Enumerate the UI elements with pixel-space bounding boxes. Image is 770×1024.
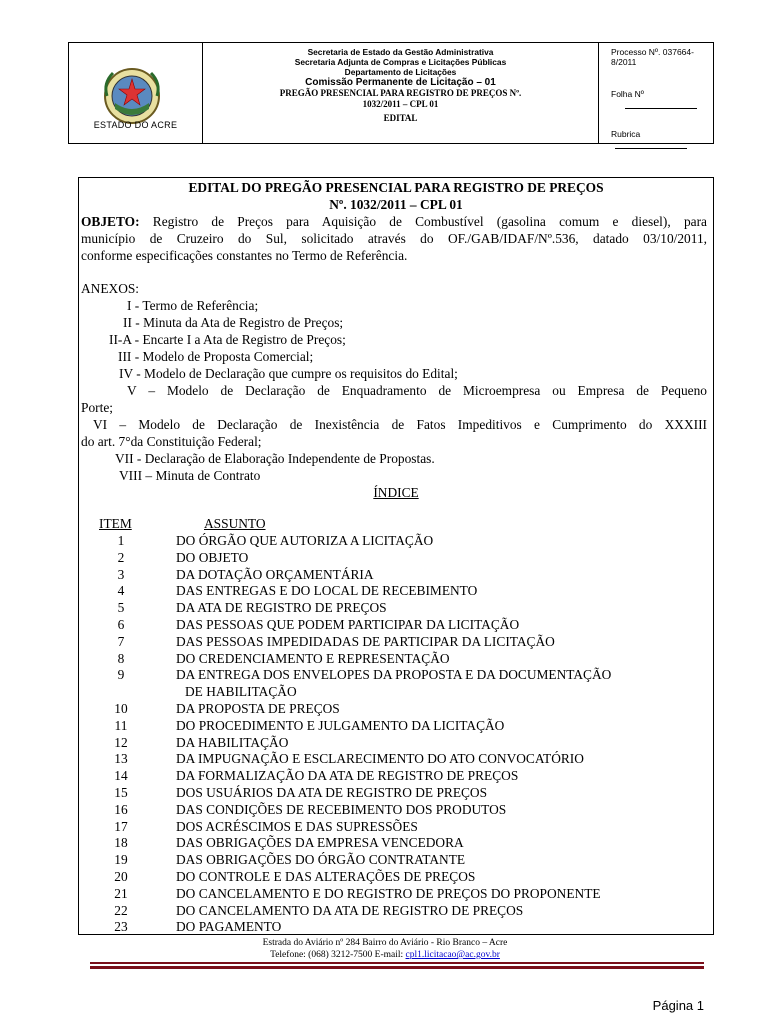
indice-item-number: 11 — [114, 717, 128, 733]
processo-number: Processo Nº. 037664-8/2011 — [611, 47, 694, 67]
indice-item-number: 13 — [114, 751, 128, 767]
indice-item-subject: DO PAGAMENTO — [176, 919, 282, 935]
indice-item-subject: DA ENTREGA DOS ENVELOPES DA PROPOSTA E DA DOCUMENTAÇÃO — [176, 667, 612, 683]
anexo-v: V – Modelo de Declaração de Enquadramento de Microempresa ou Empresa de Pequeno — [127, 383, 707, 398]
indice-item-subject: DO CONTROLE E DAS ALTERAÇÕES DE PREÇOS — [176, 869, 476, 884]
anexo-viii: VIII – Minuta de Contrato — [119, 468, 261, 483]
indice-item-number: 21 — [114, 885, 128, 901]
indice-item-subject: DAS OBRIGAÇÕES DO ÓRGÃO CONTRATANTE — [176, 852, 466, 868]
footer-rule-thick — [90, 966, 704, 969]
indice-item-number: 14 — [114, 768, 128, 784]
folha-label: Folha Nº — [611, 89, 644, 99]
page-footer — [0, 937, 770, 961]
indice-item-number: 5 — [117, 600, 125, 616]
indice-item-subject: DAS OBRIGAÇÕES DA EMPRESA VENCEDORA — [176, 835, 464, 851]
objeto-line-2: município de Cruzeiro do Sul, solicitado através do OF./GAB/IDAF/Nº.536, datado 03/10/2011, — [81, 231, 707, 246]
header-line-adjunta: Secretaria Adjunta de Compras e Licitações Públicas — [294, 57, 507, 67]
state-name: ESTADO DO ACRE — [93, 120, 178, 130]
objeto-label: OBJETO: — [81, 214, 140, 229]
footer-email-link[interactable]: cpl1.licitacao@ac.gov.br — [405, 950, 500, 960]
anexo-v-cont: Porte; — [81, 400, 113, 415]
indice-item-subject: DO CREDENCIAMENTO E REPRESENTAÇÃO — [176, 650, 450, 666]
indice-item-subject: DA IMPUGNAÇÃO E ESCLARECIMENTO DO ATO CONVOCATÓRIO — [176, 751, 584, 767]
indice-item-subject: DA FORMALIZAÇÃO DA ATA DE REGISTRO DE PREÇOS — [176, 768, 519, 784]
indice-item-subject: DOS USUÁRIOS DA ATA DE REGISTRO DE PREÇOS — [176, 785, 488, 800]
footer-contact — [0, 949, 770, 961]
rubrica-field — [611, 129, 713, 149]
indice-col-item: ITEM — [99, 516, 132, 531]
indice-item-number: 15 — [114, 785, 128, 800]
footer-address: Estrada do Aviário nº 284 Bairro do Aviário - Rio Branco – Acre — [262, 938, 508, 948]
objeto-text-1: Registro de Preços para Aquisição de Combustível (gasolina comum e diesel), para — [152, 214, 707, 229]
header-line-pregao: PREGÃO PRESENCIAL PARA REGISTRO DE PREÇOS Nº. — [279, 88, 522, 98]
folha-field — [611, 89, 713, 109]
indice-item-subject: DA PROPOSTA DE PREÇOS — [176, 701, 340, 716]
header-line-departamento: Departamento de Licitações — [344, 67, 457, 77]
rubrica-label: Rubrica — [611, 129, 641, 139]
indice-item-subject: DO ÓRGÃO QUE AUTORIZA A LICITAÇÃO — [176, 533, 434, 548]
indice-item-subject: DOS ACRÉSCIMOS E DAS SUPRESSÕES — [176, 818, 418, 834]
anexo-iv: IV - Modelo de Declaração que cumpre os requisitos do Edital; — [119, 366, 458, 381]
indice-item-subject: DAS CONDIÇÕES DE RECEBIMENTO DOS PRODUTOS — [176, 801, 507, 817]
indice-item-subject: DO CANCELAMENTO DA ATA DE REGISTRO DE PREÇOS — [176, 902, 524, 918]
indice-item-number: 12 — [114, 734, 128, 750]
indice-item-subject: DA ATA DE REGISTRO DE PREÇOS — [176, 600, 387, 616]
objeto-line-1 — [81, 214, 707, 231]
state-seal-icon — [101, 65, 163, 127]
indice-item-number: 23 — [114, 919, 128, 935]
page-number: Página 1 — [652, 998, 704, 1013]
indice-item-number: 22 — [114, 902, 128, 918]
indice-item-subject: DAS PESSOAS QUE PODEM PARTICIPAR DA LICITAÇÃO — [176, 617, 520, 632]
indice-item-number: 6 — [117, 617, 125, 632]
rubrica-blank — [615, 148, 687, 149]
indice-item-number: 10 — [114, 701, 128, 716]
indice-item-number: 4 — [117, 583, 125, 599]
anexos-label: ANEXOS: — [81, 281, 140, 296]
objeto-line-3: conforme especificações constantes no Termo de Referência. — [81, 248, 408, 263]
indice-item-number: 3 — [117, 566, 125, 582]
header-line-edital: EDITAL — [383, 113, 418, 123]
indice-item-subject: DAS PESSOAS IMPEDIDADAS DE PARTICIPAR DA LICITAÇÃO — [176, 633, 555, 649]
edital-title: EDITAL DO PREGÃO PRESENCIAL PARA REGISTRO DE PREÇOS — [188, 180, 604, 195]
header-line-comissao: Comissão Permanente de Licitação – 01 — [305, 77, 496, 88]
header-logo-cell — [69, 43, 203, 143]
anexo-vi-cont: do art. 7°da Constituição Federal; — [81, 434, 262, 449]
header-process-cell — [599, 43, 713, 143]
indice-item-subject: DO CANCELAMENTO E DO REGISTRO DE PREÇOS DO PROPONENTE — [176, 885, 601, 901]
indice-item-subject: DO OBJETO — [176, 549, 249, 565]
header-line-secretaria: Secretaria de Estado da Gestão Administrativa — [307, 47, 494, 57]
indice-item-number: 9 — [117, 667, 125, 683]
anexo-vii: VII - Declaração de Elaboração Independente de Propostas. — [115, 451, 435, 466]
indice-title: ÍNDICE — [373, 485, 419, 500]
anexo-ii-a: II-A - Encarte I a Ata de Registro de Preços; — [109, 332, 346, 347]
indice-item-subject: DA DOTAÇÃO ORÇAMENTÁRIA — [176, 566, 374, 582]
indice-item-number: 7 — [117, 633, 125, 649]
footer-rule — [90, 962, 704, 964]
indice-col-assunto: ASSUNTO — [204, 516, 266, 531]
indice-item-number: 20 — [114, 869, 128, 884]
indice-item-subject-cont: DE HABILITAÇÃO — [185, 684, 297, 700]
anexo-iii: III - Modelo de Proposta Comercial; — [118, 349, 314, 364]
indice-item-number: 19 — [114, 852, 128, 868]
indice-item-number: 8 — [117, 650, 125, 666]
indice-item-number: 17 — [114, 818, 128, 834]
indice-item-number: 16 — [114, 801, 128, 817]
footer-phone: Telefone: (068) 3212-7500 E-mail: — [270, 950, 404, 960]
edital-number: Nº. 1032/2011 – CPL 01 — [329, 197, 463, 212]
indice-item-subject: DO PROCEDIMENTO E JULGAMENTO DA LICITAÇÃO — [176, 717, 505, 733]
edital-body — [78, 177, 714, 935]
folha-blank — [625, 108, 697, 109]
indice-item-number: 18 — [114, 835, 128, 851]
header-line-numero: 1032/2011 – CPL 01 — [362, 99, 439, 109]
anexo-ii: II - Minuta da Ata de Registro de Preços; — [123, 315, 344, 330]
anexo-i: I - Termo de Referência; — [127, 298, 259, 313]
indice-item-subject: DA HABILITAÇÃO — [176, 734, 289, 750]
indice-item-number: 1 — [117, 533, 125, 548]
anexo-vi: VI – Modelo de Declaração de Inexistência de Fatos Impeditivos e Cumprimento do XXXIII — [93, 417, 707, 432]
indice-item-subject: DAS ENTREGAS E DO LOCAL DE RECEBIMENTO — [176, 583, 478, 599]
document-header — [68, 42, 714, 144]
indice-item-number: 2 — [117, 549, 125, 565]
header-title-cell — [203, 43, 599, 143]
